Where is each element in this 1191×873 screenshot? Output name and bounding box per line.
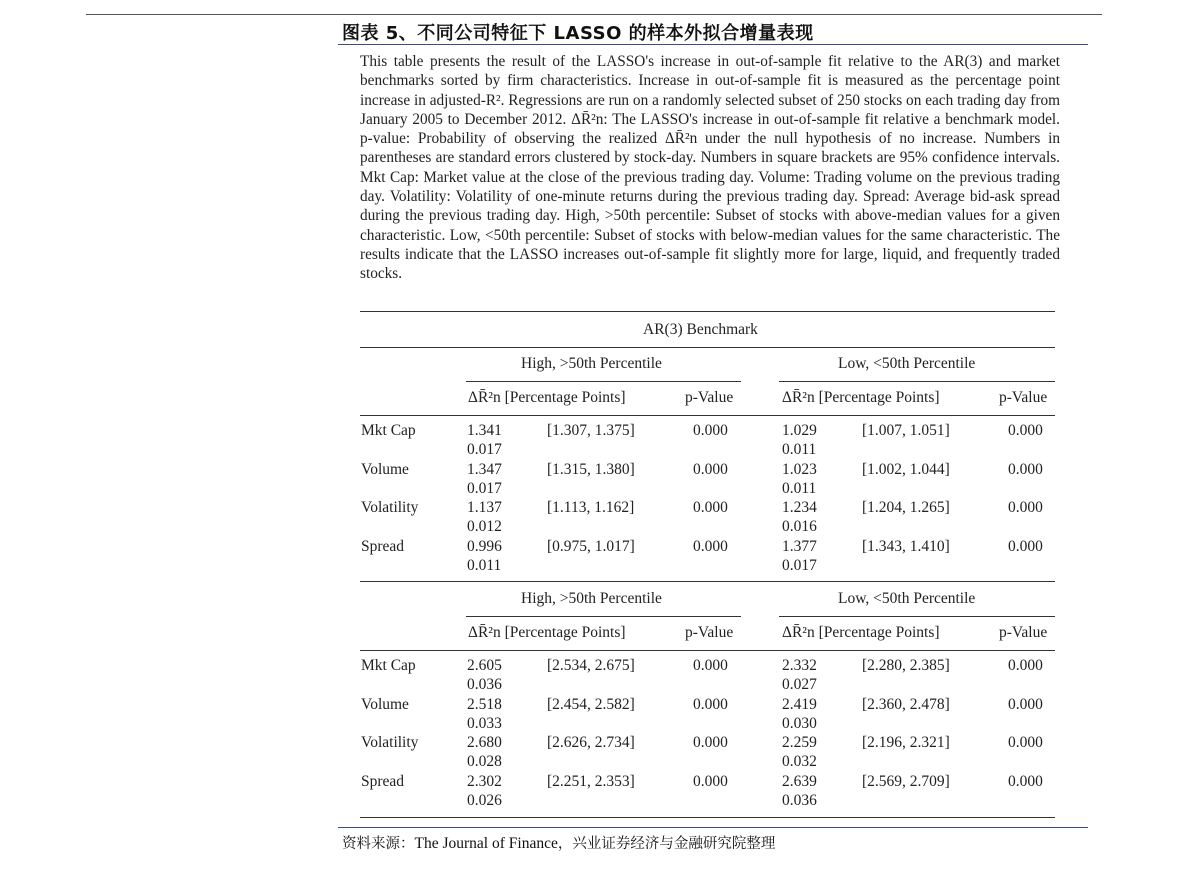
high-std-error: 0.012: [467, 518, 502, 536]
low-std-error: 0.011: [782, 479, 817, 497]
high-p-value: 0.000: [693, 734, 728, 752]
high-header-rule: [466, 381, 741, 382]
low-p-value: 0.000: [1008, 695, 1043, 713]
high-conf-interval: [0.975, 1.017]: [547, 537, 635, 555]
low-estimate: 1.029: [782, 422, 817, 439]
benchmark-title: AR(3) Benchmark: [643, 321, 758, 338]
table-description: This table presents the result of the LASSO's increase in out-of-sample fit relative to the AR(3) and market benchmarks sorted by firm characteristics. Increase in out-of-sample fit is measured as the percentage point increase in adjusted-R². Regressions are run on a randomly selected subset of 250 stocks on each trading day from January 2005 to December 2012. ΔR̄²n: The LASSO's increase in out-of-sample fit relative a benchmark model. p-value: Probability of observing the realized ΔR̄²n under the null hypothesis of no increase. Numbers in parentheses are standard errors clustered by stock-day. Numbers in square brackets are 95% confidence intervals. Mkt Cap: Market value at the close of the previous trading day. Volume: Trading volume on the previous trading day. Volatility: Volatility of one-minute returns during the previous trading day. Spread: Average bid-ask spread during the previous trading day. High, >50th percentile: Subset of stocks with above-median values for a given characteristic. Low, <50th percentile: Subset of stocks with below-median values for the same characteristic. The results indicate that the LASSO increases out-of-sample fit slightly more for large, liquid, and frequently traded stocks.: [360, 53, 1060, 283]
high-estimate: 2.302: [467, 772, 502, 790]
low-p-value: 0.000: [1008, 772, 1043, 790]
row-label: Volatility: [361, 734, 419, 752]
high-std-error: 0.026: [467, 791, 502, 809]
low-delta-col-label: [782, 624, 940, 642]
panel-low-header: Low, <50th Percentile: [838, 590, 976, 607]
low-estimate: 2.332: [782, 657, 817, 674]
high-estimate: 2.518: [467, 695, 502, 713]
high-pvalue-col-label: [685, 624, 733, 642]
high-pvalue-col-label-text: p-Value: [685, 389, 734, 406]
low-pvalue-col-label: [999, 624, 1047, 642]
high-std-error: 0.028: [467, 753, 502, 771]
low-p-value: 0.000: [1008, 460, 1043, 478]
row-label: Volume: [361, 695, 409, 713]
low-estimate: 2.419: [782, 695, 817, 713]
title-underline: [338, 44, 1088, 45]
low-delta-col-label-text: ΔR̄²n [Percentage Points]: [782, 624, 940, 641]
high-estimate: 2.605: [467, 657, 502, 674]
low-p-value: 0.000: [1008, 499, 1043, 517]
low-delta-col-label-text: ΔR̄²n [Percentage Points]: [782, 389, 940, 406]
high-delta-col-label-text: ΔR̄²n [Percentage Points]: [468, 624, 626, 641]
high-header-rule: [466, 616, 741, 617]
panel-high-header: High, >50th Percentile: [521, 355, 662, 372]
low-std-error: 0.016: [782, 518, 817, 536]
high-conf-interval: [2.534, 2.675]: [547, 657, 635, 674]
low-conf-interval: [1.343, 1.410]: [862, 537, 950, 555]
high-p-value: 0.000: [693, 499, 728, 517]
top-rule: [86, 14, 1102, 15]
low-std-error: 0.032: [782, 753, 817, 771]
low-header-rule: [779, 616, 1055, 617]
low-std-error: 0.027: [782, 676, 817, 693]
row-label: Spread: [361, 537, 405, 555]
low-estimate: 1.023: [782, 460, 817, 478]
high-estimate: 1.341: [467, 422, 502, 439]
low-std-error: 0.030: [782, 714, 817, 732]
source-note: [342, 832, 775, 853]
low-estimate: 2.639: [782, 772, 817, 790]
source-prefix: 资料来源：: [342, 836, 415, 852]
high-estimate: 0.996: [467, 537, 502, 555]
low-estimate: 2.259: [782, 734, 817, 752]
low-pvalue-col-label-text: p-Value: [999, 389, 1048, 406]
high-delta-col-label-text: ΔR̄²n [Percentage Points]: [468, 389, 626, 406]
source-suffix: ，兴业证券经济与金融研究院整理: [557, 836, 776, 852]
row-label: Spread: [361, 772, 405, 790]
low-conf-interval: [2.196, 2.321]: [862, 734, 950, 752]
low-std-error: 0.036: [782, 791, 817, 809]
table-bottom-rule: [360, 817, 1055, 818]
low-std-error: 0.011: [782, 441, 817, 458]
high-p-value: 0.000: [693, 772, 728, 790]
low-p-value: 0.000: [1008, 537, 1043, 555]
high-estimate: 1.347: [467, 460, 502, 478]
figure-title: 图表 5、不同公司特征下 LASSO 的样本外拟合增量表现: [342, 23, 814, 44]
benchmark-rule: [360, 347, 1055, 348]
low-header-rule: [779, 381, 1055, 382]
low-conf-interval: [2.360, 2.478]: [862, 695, 950, 713]
high-p-value: 0.000: [693, 422, 728, 439]
high-std-error: 0.017: [467, 441, 502, 458]
low-p-value: 0.000: [1008, 734, 1043, 752]
high-std-error: 0.011: [467, 556, 502, 574]
high-p-value: 0.000: [693, 537, 728, 555]
high-std-error: 0.017: [467, 479, 502, 497]
low-conf-interval: [1.204, 1.265]: [862, 499, 950, 517]
panel-high-header: High, >50th Percentile: [521, 590, 662, 607]
high-conf-interval: [1.113, 1.162]: [547, 499, 635, 517]
high-delta-col-label: [468, 624, 626, 642]
low-pvalue-col-label: [999, 389, 1047, 407]
low-estimate: 1.234: [782, 499, 817, 517]
high-estimate: 2.680: [467, 734, 502, 752]
low-conf-interval: [2.280, 2.385]: [862, 657, 950, 674]
low-conf-interval: [2.569, 2.709]: [862, 772, 950, 790]
row-label: Mkt Cap: [361, 657, 416, 674]
low-conf-interval: [1.007, 1.051]: [862, 422, 950, 439]
column-header-rule: [360, 415, 1055, 416]
low-std-error: 0.017: [782, 556, 817, 574]
high-conf-interval: [1.315, 1.380]: [547, 460, 635, 478]
high-p-value: 0.000: [693, 460, 728, 478]
high-std-error: 0.033: [467, 714, 502, 732]
high-conf-interval: [2.251, 2.353]: [547, 772, 635, 790]
table-top-rule: [360, 311, 1055, 312]
panel-divider-rule: [360, 581, 1055, 582]
high-conf-interval: [2.626, 2.734]: [547, 734, 635, 752]
low-delta-col-label: [782, 389, 940, 407]
column-header-rule: [360, 650, 1055, 651]
high-estimate: 1.137: [467, 499, 502, 517]
panel-low-header: Low, <50th Percentile: [838, 355, 976, 372]
high-p-value: 0.000: [693, 657, 728, 674]
row-label: Volatility: [361, 499, 419, 517]
high-conf-interval: [2.454, 2.582]: [547, 695, 635, 713]
source-rule: [338, 827, 1088, 828]
low-conf-interval: [1.002, 1.044]: [862, 460, 950, 478]
low-estimate: 1.377: [782, 537, 817, 555]
low-p-value: 0.000: [1008, 422, 1043, 439]
high-pvalue-col-label: [685, 389, 733, 407]
high-conf-interval: [1.307, 1.375]: [547, 422, 635, 439]
row-label: Volume: [361, 460, 409, 478]
low-p-value: 0.000: [1008, 657, 1043, 674]
low-pvalue-col-label-text: p-Value: [999, 624, 1048, 641]
high-delta-col-label: [468, 389, 626, 407]
high-p-value: 0.000: [693, 695, 728, 713]
high-pvalue-col-label-text: p-Value: [685, 624, 734, 641]
row-label: Mkt Cap: [361, 422, 416, 439]
source-journal: The Journal of Finance: [414, 835, 558, 852]
high-std-error: 0.036: [467, 676, 502, 693]
